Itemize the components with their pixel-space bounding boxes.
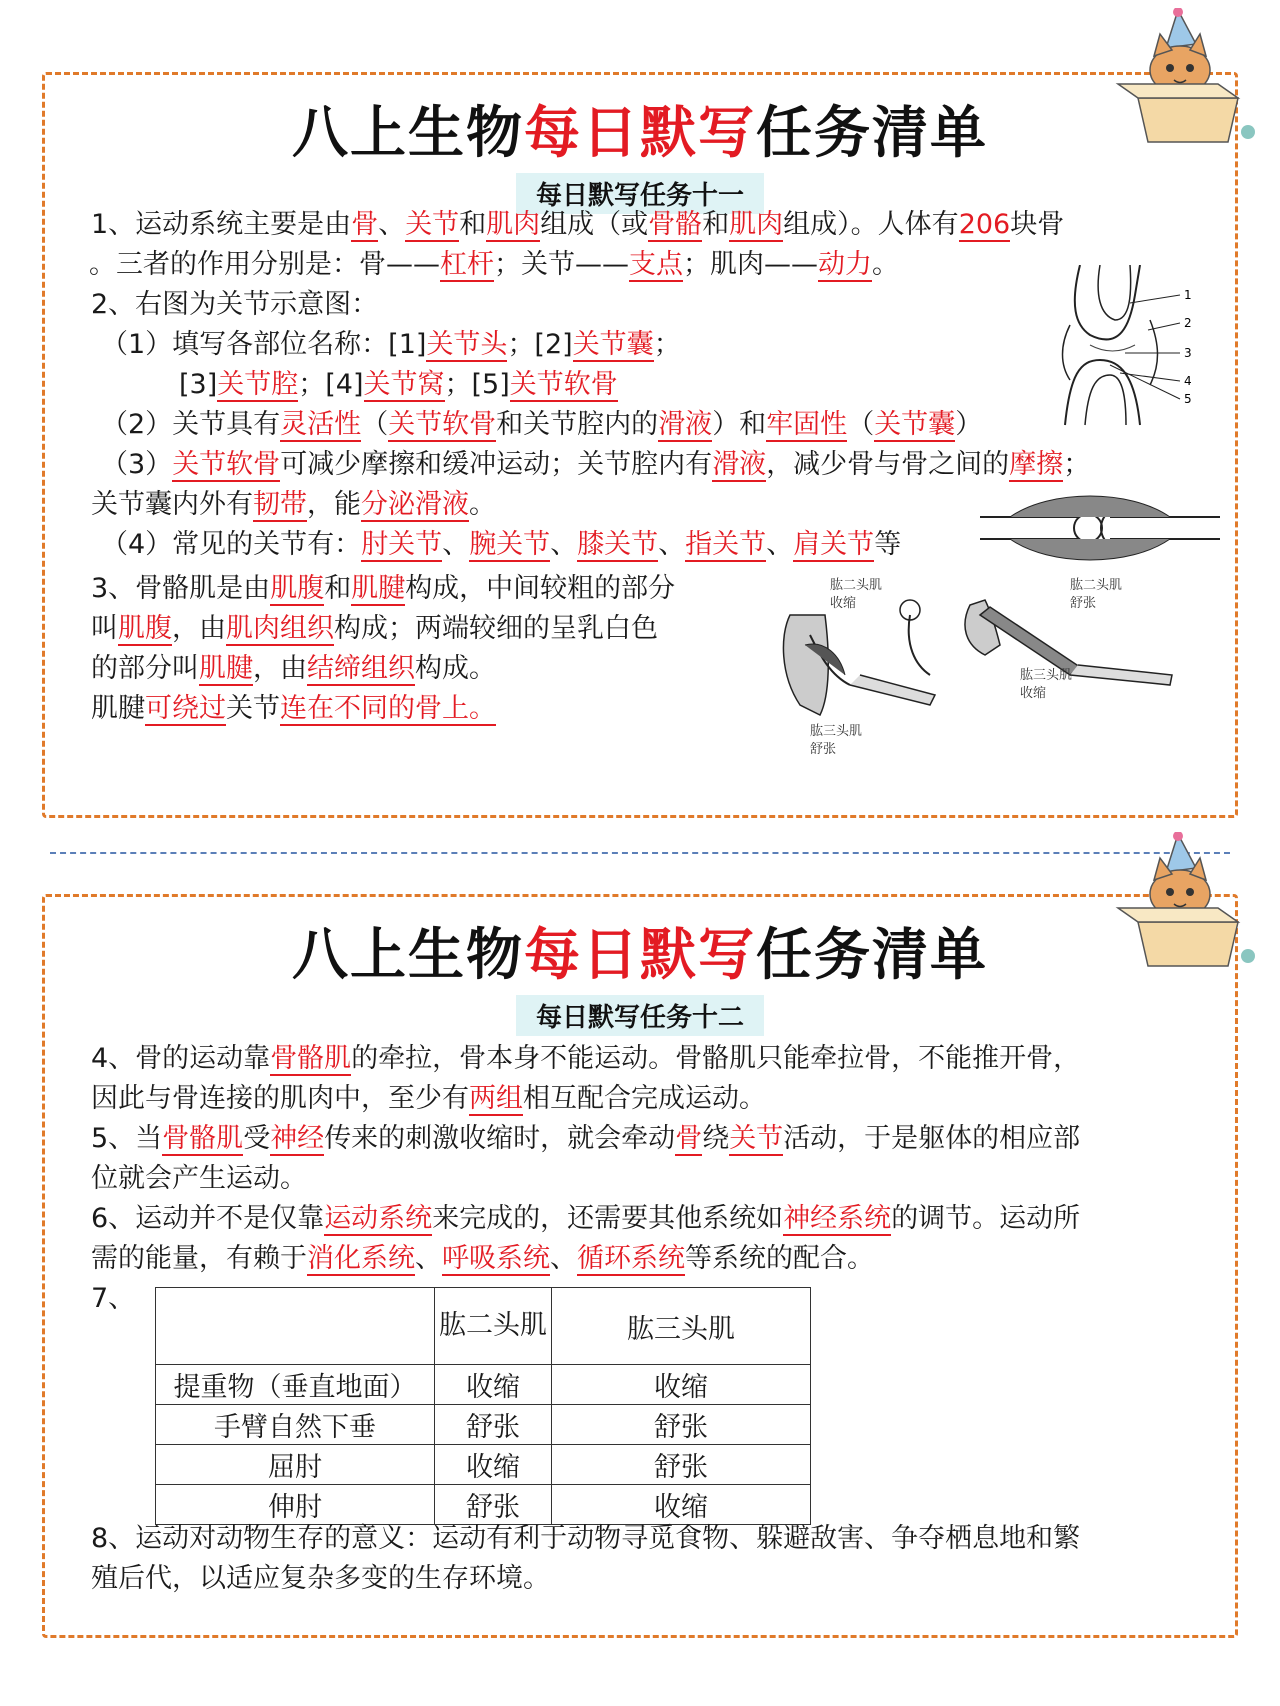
arm-flexion-diagram xyxy=(770,575,970,755)
table-header-cell xyxy=(156,1288,435,1365)
answer-text: 滑液 xyxy=(658,409,713,440)
text-segment: 和 xyxy=(459,209,487,240)
text-line: 殖后代，以适应复杂多变的生存环境。 xyxy=(91,1563,550,1594)
text-segment: 1、运动系统主要是由 xyxy=(91,209,352,240)
answer-text: 骨 xyxy=(351,209,379,240)
answer-text: 骨骼 xyxy=(648,209,703,240)
text-segment: 、 xyxy=(766,529,794,560)
text-segment: （ xyxy=(847,409,875,440)
title-highlight: 每日默写 xyxy=(524,101,756,166)
text-segment: 组成（或 xyxy=(540,209,649,240)
text-line: 位就会产生运动。 xyxy=(91,1163,307,1194)
text-segment: [3] xyxy=(179,369,218,400)
answer-text: 骨 xyxy=(675,1123,703,1154)
card-title xyxy=(45,911,1235,991)
table-cell: 收缩 xyxy=(435,1445,552,1485)
text-segment: 相互配合完成运动。 xyxy=(523,1083,766,1114)
text-segment: 块骨 xyxy=(1010,209,1065,240)
text-line xyxy=(91,569,675,609)
answer-text: 肩关节 xyxy=(793,529,875,560)
joint-diagram xyxy=(1060,265,1220,435)
card-subtitle: 每日默写任务十一 xyxy=(516,173,764,214)
answer-text: 运动系统 xyxy=(324,1203,433,1234)
table-header-row xyxy=(156,1288,811,1365)
answer-text: 肌肉组织 xyxy=(226,613,334,644)
answer-text: 连在不同的骨上。 xyxy=(280,693,496,724)
answer-text: 肌腹 xyxy=(118,613,172,644)
table-cell: 舒张 xyxy=(552,1445,811,1485)
text-segment: 受 xyxy=(243,1123,271,1154)
cat-in-box-illustration xyxy=(1108,8,1276,158)
arm-label: 肱三头肌 xyxy=(810,724,863,739)
answer-text: 肘关节 xyxy=(361,529,443,560)
task-card-twelve xyxy=(42,894,1238,1638)
text-line xyxy=(89,245,899,285)
answer-text: 骨骼肌 xyxy=(270,1043,352,1074)
joint-label: 4 xyxy=(1184,374,1192,388)
answer-text: 分泌滑液 xyxy=(361,489,469,520)
text-line xyxy=(101,445,1090,485)
answer-text: 肌肉 xyxy=(729,209,784,240)
arm-label: 肱二头肌 xyxy=(830,578,883,593)
table-cell: 伸肘 xyxy=(156,1485,435,1525)
text-segment: ； xyxy=(653,329,681,360)
text-segment: 和关节腔内的 xyxy=(496,409,659,440)
text-segment: 的调节。运动所 xyxy=(891,1203,1081,1234)
answer-text: 摩擦 xyxy=(1009,449,1064,480)
text-line xyxy=(179,365,618,405)
answer-text: 灵活性 xyxy=(280,409,362,440)
text-segment: 的牵拉，骨本身不能运动。骨骼肌只能牵拉骨，不能推开骨， xyxy=(351,1043,1081,1074)
arm-label: 肱二头肌 xyxy=(1070,578,1123,593)
answer-text: 关节 xyxy=(729,1123,784,1154)
text-segment: ；关节—— xyxy=(494,249,629,280)
card-subtitle: 每日默写任务十二 xyxy=(516,995,764,1036)
text-segment: 绕 xyxy=(702,1123,730,1154)
text-segment: 肌腱 xyxy=(91,693,145,724)
text-segment: 、 xyxy=(415,1243,442,1274)
text-segment: ； xyxy=(1063,449,1091,480)
text-segment: 6、运动并不是仅靠 xyxy=(91,1203,325,1234)
table-cell: 收缩 xyxy=(435,1365,552,1405)
text-line: 2、右图为关节示意图： xyxy=(91,289,379,320)
text-line xyxy=(91,485,496,525)
text-segment: 5、当 xyxy=(91,1123,163,1154)
table-cell: 舒张 xyxy=(435,1485,552,1525)
title-part: 任务清单 xyxy=(756,101,988,166)
text-segment: 构成。 xyxy=(415,653,496,684)
text-segment: 。三者的作用分别是：骨—— xyxy=(89,249,440,280)
answer-text: 关节窝 xyxy=(363,369,445,400)
answer-text: 呼吸系统 xyxy=(442,1243,550,1274)
answer-text: 消化系统 xyxy=(307,1243,415,1274)
table-cell: 舒张 xyxy=(435,1405,552,1445)
text-segment: 关节囊内外有 xyxy=(91,489,253,520)
text-line xyxy=(101,405,982,445)
text-segment: 组成）。人体有 xyxy=(783,209,959,240)
title-part: 任务清单 xyxy=(756,923,988,988)
text-segment: ）和 xyxy=(712,409,767,440)
answer-text: 肌肉 xyxy=(486,209,541,240)
text-segment: ，减少骨与骨之间的 xyxy=(766,449,1010,480)
answer-text: 腕关节 xyxy=(469,529,551,560)
answer-text: 循环系统 xyxy=(577,1243,685,1274)
text-segment: ） xyxy=(955,409,983,440)
text-segment: 、 xyxy=(658,529,686,560)
answer-text: 关节软骨 xyxy=(509,369,618,400)
answer-text: 关节软骨 xyxy=(388,409,497,440)
card-title xyxy=(45,89,1235,169)
table-cell: 收缩 xyxy=(552,1485,811,1525)
title-part: 八上生物 xyxy=(292,923,524,988)
text-segment: 等系统的配合。 xyxy=(685,1243,874,1274)
cat-in-box-illustration xyxy=(1108,832,1276,982)
answer-text: 肌腱 xyxy=(199,653,253,684)
answer-text: 肌腱 xyxy=(351,573,406,604)
joint-label: 2 xyxy=(1184,316,1192,330)
answer-text: 支点 xyxy=(629,249,683,280)
text-segment: 叫 xyxy=(91,613,118,644)
text-segment: 。 xyxy=(469,489,496,520)
text-line xyxy=(91,689,496,729)
text-line xyxy=(91,609,658,649)
arm-extension-diagram xyxy=(960,575,1200,715)
table-cell: 手臂自然下垂 xyxy=(156,1405,435,1445)
answer-text: 关节囊 xyxy=(572,329,654,360)
text-line xyxy=(91,1119,1080,1159)
answer-text: 206 xyxy=(958,209,1011,240)
text-line xyxy=(91,1039,1080,1079)
arm-label: 肱三头肌 xyxy=(1020,668,1073,683)
text-segment: ，由 xyxy=(172,613,226,644)
text-segment: ，由 xyxy=(253,653,307,684)
arm-label: 舒张 xyxy=(810,742,837,755)
text-line xyxy=(91,1199,1080,1239)
answer-text: 结缔组织 xyxy=(307,653,415,684)
answer-text: 关节软骨 xyxy=(172,449,281,480)
text-segment: 因此与骨连接的肌肉中，至少有 xyxy=(91,1083,469,1114)
table-header-cell: 肱二头肌 xyxy=(435,1288,552,1365)
text-segment: （ xyxy=(361,409,389,440)
table-cell: 屈肘 xyxy=(156,1445,435,1485)
text-segment: ；[5] xyxy=(444,369,510,400)
answer-text: 关节 xyxy=(405,209,460,240)
text-segment: （2）关节具有 xyxy=(101,409,281,440)
text-segment: （4）常见的关节有： xyxy=(101,529,362,560)
text-segment: （1）填写各部位名称：[1] xyxy=(101,329,427,360)
answer-text: 神经 xyxy=(270,1123,325,1154)
table-cell: 收缩 xyxy=(552,1365,811,1405)
table-cell: 舒张 xyxy=(552,1405,811,1445)
answer-text: 可绕过 xyxy=(145,693,226,724)
arm-label: 舒张 xyxy=(1070,596,1097,611)
section-separator xyxy=(50,852,1230,854)
answer-text: 神经系统 xyxy=(783,1203,892,1234)
title-part: 八上生物 xyxy=(292,101,524,166)
text-segment: 和 xyxy=(702,209,730,240)
text-segment: 等 xyxy=(874,529,902,560)
text-segment: 来完成的，还需要其他系统如 xyxy=(432,1203,784,1234)
joint-label: 5 xyxy=(1184,392,1192,406)
muscle-state-table xyxy=(155,1287,811,1525)
answer-text: 指关节 xyxy=(685,529,767,560)
text-segment: 构成，中间较粗的部分 xyxy=(405,573,676,604)
text-segment: 需的能量，有赖于 xyxy=(91,1243,307,1274)
text-line: 8、运动对动物生存的意义：运动有利于动物寻觅食物、躲避敌害、争夺栖息地和繁 xyxy=(91,1523,1081,1554)
text-segment: 传来的刺激收缩时，就会牵动 xyxy=(324,1123,676,1154)
answer-text: 牢固性 xyxy=(766,409,848,440)
text-segment: ；肌肉—— xyxy=(683,249,818,280)
answer-text: 关节腔 xyxy=(217,369,299,400)
answer-text: 滑液 xyxy=(712,449,767,480)
text-line xyxy=(91,205,1064,245)
text-segment: 。 xyxy=(872,249,899,280)
table-row xyxy=(156,1405,811,1445)
text-segment: 4、骨的运动靠 xyxy=(91,1043,271,1074)
text-segment: （3） xyxy=(101,449,173,480)
text-segment: 、 xyxy=(550,529,578,560)
text-segment: 关节 xyxy=(226,693,280,724)
text-segment: 、 xyxy=(442,529,470,560)
table-row xyxy=(156,1445,811,1485)
text-line xyxy=(91,1239,874,1279)
text-line: 7、 xyxy=(91,1283,136,1314)
text-segment: ；[2] xyxy=(507,329,573,360)
text-segment: 的部分叫 xyxy=(91,653,199,684)
answer-text: 两组 xyxy=(469,1083,523,1114)
text-segment: 构成；两端较细的呈乳白色 xyxy=(334,613,658,644)
answer-text: 肌腹 xyxy=(270,573,325,604)
joint-label: 1 xyxy=(1184,288,1192,302)
arm-label: 收缩 xyxy=(1020,686,1047,701)
text-segment: 、 xyxy=(550,1243,577,1274)
skeletal-muscle-diagram xyxy=(980,489,1220,569)
arm-label: 收缩 xyxy=(830,596,857,611)
answer-text: 杠杆 xyxy=(440,249,494,280)
answer-text: 动力 xyxy=(818,249,872,280)
answer-text: 膝关节 xyxy=(577,529,659,560)
table-cell: 提重物（垂直地面） xyxy=(156,1365,435,1405)
text-segment: 、 xyxy=(378,209,406,240)
title-highlight: 每日默写 xyxy=(524,923,756,988)
text-segment: 可减少摩擦和缓冲运动；关节腔内有 xyxy=(280,449,713,480)
text-segment: ；[4] xyxy=(298,369,364,400)
text-segment: ，能 xyxy=(307,489,361,520)
text-line xyxy=(91,649,496,689)
text-line xyxy=(101,525,901,565)
text-segment: 3、骨骼肌是由 xyxy=(91,573,271,604)
table-row xyxy=(156,1365,811,1405)
table-header-cell: 肱三头肌 xyxy=(552,1288,811,1365)
text-segment: 活动，于是躯体的相应部 xyxy=(783,1123,1081,1154)
joint-label: 3 xyxy=(1184,346,1192,360)
answer-text: 韧带 xyxy=(253,489,307,520)
text-line xyxy=(101,325,681,365)
answer-text: 关节囊 xyxy=(874,409,956,440)
answer-text: 关节头 xyxy=(426,329,508,360)
task-card-eleven xyxy=(42,72,1238,818)
answer-text: 骨骼肌 xyxy=(162,1123,244,1154)
text-segment: 和 xyxy=(324,573,352,604)
text-line xyxy=(91,1079,766,1119)
